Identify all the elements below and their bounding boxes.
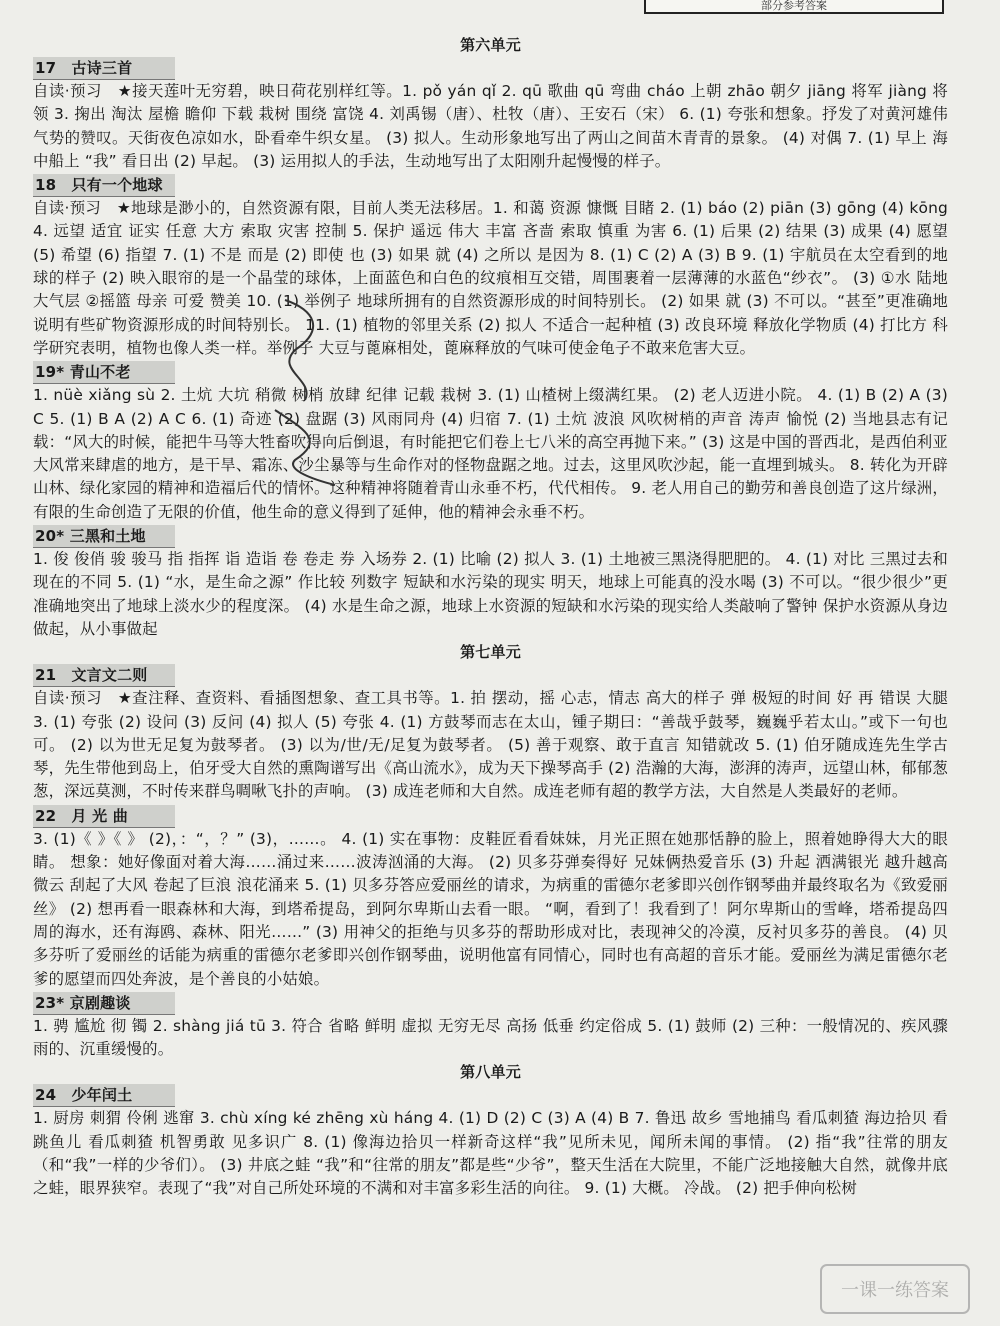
lesson-title: 18 只有一个地球 <box>33 174 175 197</box>
lesson-answers: 3. (1)《 》《 》 (2)，：“，？” (3)，……。 4. (1) 实在事物：皮鞋匠看看妹妹，月光正照在她那恬静的脸上，照着她睁得大大的眼睛。 想象：她好像面对着大海……涌过来……波涛汹涌的大海。 (2) 贝多芬弹奏得好 兄妹俩热爱音乐 (3) 升起 洒满银光 越升越高 微云 刮起了大风 卷起了巨浪 浪花涌来 5. (1) 贝多芬答应爱丽丝的请求，为病重的雷德尔老爹即兴创作钢琴曲并最终取名为《致爱丽丝》 (2) 想再看一眼森林和大海，到塔希提岛，到阿尔卑斯山去看一眼。 “啊，看到了！我看到了！阿尔卑斯山的雪峰，塔希提岛四周的海水，还有海鸥、森林、阳光……” (3) 用神父的拒绝与贝多芬的帮助形成对比，表现神父的冷漠，反衬贝多芬的善良。 (4) 贝多芬听了爱丽丝的话能为病重的雷德尔老爹即兴创作钢琴曲，说明他富有同情心，同时也有高超的音乐才能。爱丽丝为满足雷德尔老爹的愿望而四处奔波，是个善良的小姑娘。 <box>33 829 948 988</box>
lesson-20 <box>33 525 948 641</box>
unit-title: 第六单元 <box>460 36 521 54</box>
unit-7 <box>33 641 948 1061</box>
lesson-answers: 1. 骋 尴尬 彻 镯 2. shàng jiá tū 3. 符合 省略 鲜明 虚拟 无穷无尽 高扬 低垂 约定俗成 5. (1) 鼓师 (2) 三种：一般情况的、疾风骤雨的、沉重缓慢的。 <box>33 1016 948 1059</box>
watermark-text: 一课一练答案 <box>841 1280 949 1301</box>
lesson-title: 22 月 光 曲 <box>33 805 175 828</box>
lesson-17 <box>33 57 948 173</box>
lesson-title: 23* 京剧趣谈 <box>33 992 175 1015</box>
lesson-answers: 1. nüè xiǎng sù 2. 土炕 大坑 稍微 树梢 放肆 纪律 记载 栽树 3. (1) 山楂树上缀满红果。 (2) 老人迈进小院。 4. (1) B (2) A (3) C 5. (1) B A (2) A C 6. (1) 奇迹 (2) 盘踞 (3) 风雨同舟 (4) 归宿 7. (1) 土炕 波浪 风吹树梢的声音 涛声 愉悦 (2) 当地县志有记载：“风大的时候，能把牛马等大牲畜吹得向后倒退，有时能把它们卷上七八米的高空再抛下来。” (3) 这是中国的晋西北，是西伯利亚大风常来肆虐的地方，是干旱、霜冻、沙尘暴等与生命作对的怪物盘踞之地。过去，这里风吹沙起，能一直埋到城头。 8. 转化为开辟山林、绿化家园的精神和造福后代的情怀。这种精神将随着青山永垂不朽，代代相传。 9. 老人用自己的勤劳和善良创造了这片绿洲，有限的生命创造了无限的价值，他生命的意义得到了延伸，他的精神会永垂不朽。 <box>33 386 948 521</box>
lesson-answers: 自读·预习 ★地球是渺小的，自然资源有限，目前人类无法移居。1. 和蔼 资源 慷慨 目睹 2. (1) báo (2) piān (3) gōng (4) kōng 4. 远望 适宜 证实 任意 大方 索取 灾害 控制 5. 保护 遥远 伟大 丰富 吝啬 索取 慎重 为害 6. (1) 后果 (2) 结果 (3) 成果 (4) 愿望 (5) 希望 (6) 指望 7. (1) 不是 而是 (2) 即使 也 (3) 如果 就 (4) 之所以 是因为 8. (1) C (2) A (3) B 9. (1) 宇航员在太空看到的地球的样子 (2) 映入眼帘的是一个晶莹的球体，上面蓝色和白色的纹痕相互交错，周围裹着一层薄薄的水蓝色“纱衣”。 (3) ①水 陆地 大气层 ②摇篮 母亲 可爱 赞美 10. (1) 举例子 地球所拥有的自然资源形成的时间特别长。 (2) 如果 就 (3) 不可以。“甚至”更准确地说明有些矿物资源形成的时间特别长。 11. (1) 植物的邻里关系 (2) 拟人 不适合一起种植 (3) 改良环境 释放化学物质 (4) 打比方 科学研究表明，植物也像人类一样。举例子 大豆与蓖麻相处，蓖麻释放的气味可使金龟子不敢来危害大豆。 <box>33 199 948 357</box>
lesson-24 <box>33 1084 948 1200</box>
unit-6 <box>33 34 948 641</box>
lesson-title: 20* 三黑和土地 <box>33 525 175 548</box>
unit-8 <box>33 1061 948 1200</box>
lesson-answers: 1. 俊 俊俏 骏 骏马 指 指挥 诣 造诣 卷 卷走 券 入场券 2. (1) 比喻 (2) 拟人 3. (1) 土地被三黑浇得肥肥的。 4. (1) 对比 三黑过去和现在的不同 5. (1) “水，是生命之源” 作比较 列数字 短缺和水污染的现实 明天，地球上可能真的没水喝 (3) 不可以。“很少很少”更准确地突出了地球上淡水少的程度深。 (4) 水是生命之源，地球上水资源的短缺和水污染的现实给人类敲响了警钟 保护水资源从身边做起，从小事做起 <box>33 550 948 638</box>
unit-title: 第八单元 <box>460 1063 521 1082</box>
watermark-logo <box>820 1264 970 1314</box>
handwriting-scribble <box>255 290 375 490</box>
lesson-answers: 1. 厨房 刺猬 伶俐 逃窜 3. chù xíng ké zhēng xù háng 4. (1) D (2) C (3) A (4) B 7. 鲁迅 故乡 雪地捕鸟 看瓜刺猹 海边拾贝 看跳鱼儿 看瓜刺猹 机智勇敢 见多识广 8. (1) 像海边拾贝一样新奇这样“我”见所未见，闻所未闻的事情。 (2) 指“我”往常的朋友（和“我”一样的少爷们）。 (3) 井底之蛙 “我”和“往常的朋友”都是些“少爷”，整天生活在大院里，不能广泛地接触大自然，就像井底之蛙，眼界狭窄。表现了“我”对自己所处环境的不满和对丰富多彩生活的向往。 9. (1) 大概。 冷战。 (2) 把手伸向松树 <box>33 1109 948 1198</box>
lesson-21 <box>33 664 948 803</box>
lesson-23 <box>33 992 948 1062</box>
lesson-title: 19* 青山不老 <box>33 361 175 384</box>
lesson-title: 21 文言文二则 <box>33 664 175 687</box>
lesson-22 <box>33 805 948 991</box>
answer-content <box>33 34 948 1201</box>
lesson-18 <box>33 174 948 360</box>
lesson-answers: 自读·预习 ★查注释、查资料、看插图想象、查工具书等。1. 拍 摆动，摇 心志，情志 高大的样子 弹 极短的时间 好 再 错误 大腿 3. (1) 夸张 (2) 设问 (3) 反问 (4) 拟人 (5) 夸张 4. (1) 方鼓琴而志在太山，锺子期曰：“善哉乎鼓琴，巍巍乎若太山。”或下一句也可。 (2) 以为世无足复为鼓琴者。 (3) 以为/世/无/足复为鼓琴者。 (5) 善于观察、敢于直言 知错就改 5. (1) 伯牙随成连先生学古琴，先生带他到岛上，伯牙受大自然的熏陶谱写出《高山流水》，成为天下操琴高手 (2) 浩瀚的大海，澎湃的涛声，远望山林，郁郁葱葱，深远莫测，不时传来群鸟啁啾飞扑的声响。 (3) 成连老师和大自然。成连老师有超的教学方法，大自然是人类最好的老师。 <box>33 689 948 801</box>
lesson-title: 17 古诗三首 <box>33 57 175 80</box>
lesson-19 <box>33 361 948 524</box>
section-header-tab: 部分参考答案 <box>644 0 944 14</box>
lesson-title: 24 少年闰土 <box>33 1084 175 1107</box>
lesson-answers: 自读·预习 ★接天莲叶无穷碧，映日荷花别样红等。1. pǒ yán qǐ 2. qū 歌曲 qū 弯曲 cháo 上朝 zhāo 朝夕 jiāng 将军 jiàng 将领 3. 掬出 淘汰 屋檐 瞻仰 下载 栽树 围绕 富饶 4. 刘禹锡（唐）、杜牧（唐）、王安石（宋） 6. (1) 夸张和想象。抒发了对黄河雄伟气势的赞叹。天街夜色凉如水，卧看牵牛织女星。 (3) 拟人。生动形象地写出了两山之间苗木青青的景象。 (4) 对偶 7. (1) 早上 海中船上 “我” 看日出 (2) 早起。 (3) 运用拟人的手法，生动地写出了太阳刚升起慢慢的样子。 <box>33 82 948 170</box>
unit-title: 第七单元 <box>460 643 521 662</box>
